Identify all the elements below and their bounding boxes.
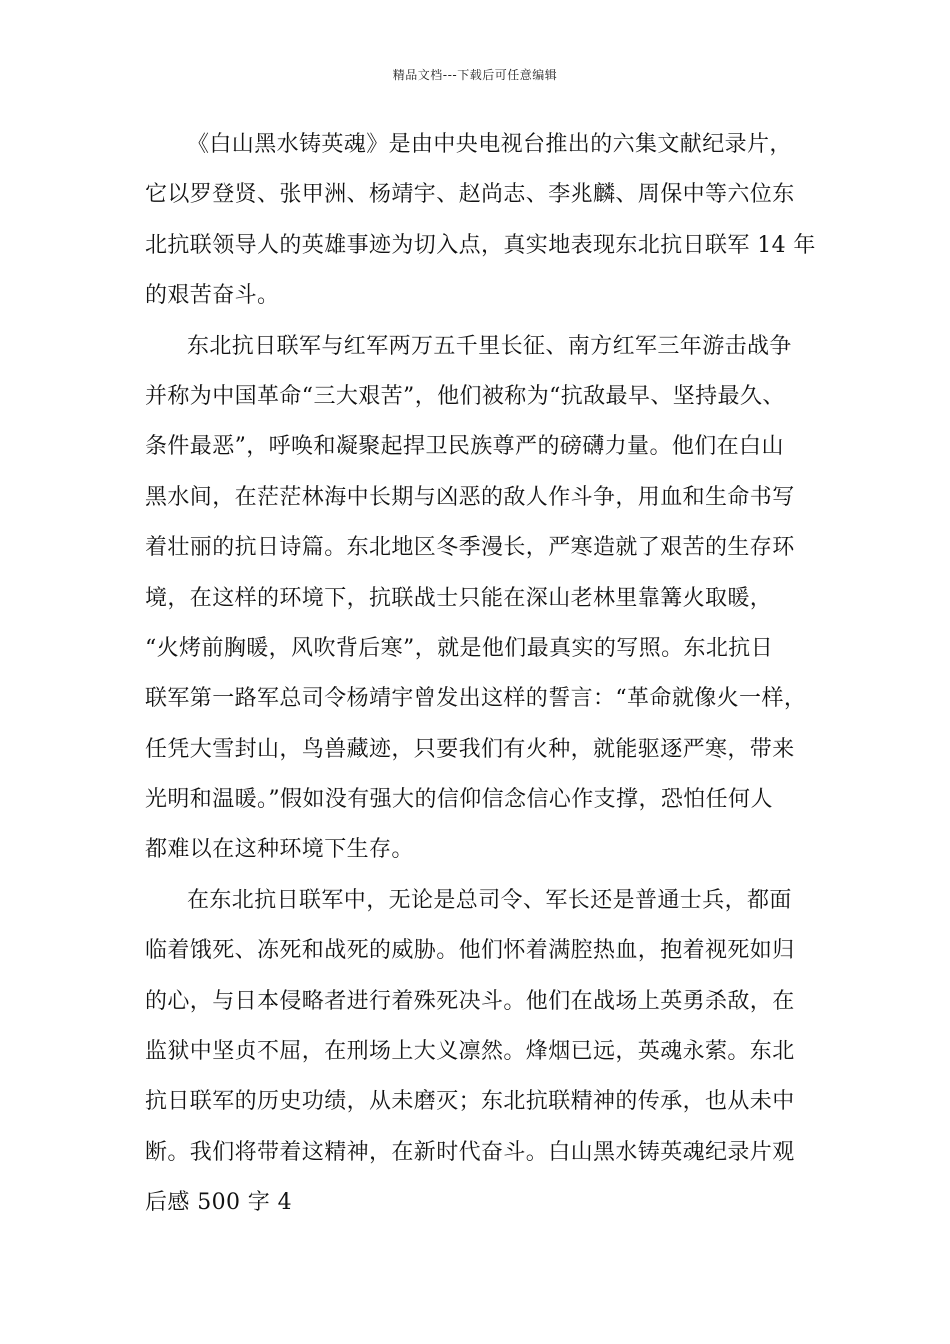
paragraph-line: 抗日联军的历史功绩，从未磨灭；东北抗联精神的传承，也从未中 [145,1089,795,1115]
paragraph-line: 条件最恶”，呼唤和凝聚起捍卫民族尊严的磅礴力量。他们在白山 [145,434,784,460]
paragraph-line: 着壮丽的抗日诗篇。东北地区冬季漫长，严寒造就了艰苦的生存环 [145,535,795,561]
paragraph-line: 黑水间，在茫茫林海中长期与凶恶的敌人作斗争，用血和生命书写 [145,484,795,510]
paragraph-line: 在东北抗日联军中，无论是总司令、军长还是普通士兵，都面 [187,887,792,913]
paragraph-line: 北抗联领导人的英雄事迹为切入点，真实地表现东北抗日联军 14 年 [145,232,816,258]
paragraph-line: 后感 500 字 4 [145,1190,292,1216]
paragraph-line: 联军第一路军总司令杨靖宇曾发出这样的誓言：“革命就像火一样， [145,686,807,712]
paragraph-line: 境，在这样的环境下，抗联战士只能在深山老林里靠篝火取暖， [145,585,773,611]
paragraph-line: 临着饿死、冻死和战死的威胁。他们怀着满腔热血，抱着视死如归 [145,938,795,964]
paragraph-1 [145,120,816,322]
paragraph-line: 监狱中坚贞不屈，在刑场上大义凛然。烽烟已远，英魂永萦。东北 [145,1039,795,1065]
paragraph-line: “火烤前胸暖，风吹背后寒”，就是他们最真实的写照。东北抗日 [145,635,774,661]
paragraph-line: 断。我们将带着这精神，在新时代奋斗。白山黑水铸英魂纪录片观 [145,1139,795,1165]
paragraph-line: 的艰苦奋斗。 [145,283,280,309]
paragraph-line: 《白山黑水铸英魂》是由中央电视台推出的六集文献纪录片， [187,132,792,157]
paragraph-2 [145,322,810,876]
paragraph-line: 任凭大雪封山，鸟兽藏迹，只要我们有火种，就能驱逐严寒，带来 [145,736,795,762]
paragraph-line: 东北抗日联军与红军两万五千里长征、南方红军三年游击战争 [187,333,792,359]
document-body [145,120,816,1229]
paragraph-line: 的心，与日本侵略者进行着殊死决斗。他们在战场上英勇杀敌，在 [145,988,795,1014]
paragraph-line: 并称为中国革命“三大艰苦”，他们被称为“抗敌最早、坚持最久、 [145,383,785,409]
paragraph-3 [145,876,810,1229]
page-header: 精品文档---下载后可任意编辑 [392,68,558,82]
paragraph-line: 它以罗登贤、张甲洲、杨靖宇、赵尚志、李兆麟、周保中等六位东 [145,182,795,208]
paragraph-line: 光明和温暖。”假如没有强大的信仰信念信心作支撑，恐怕任何人 [145,787,773,813]
paragraph-line: 都难以在这种环境下生存。 [145,837,414,863]
